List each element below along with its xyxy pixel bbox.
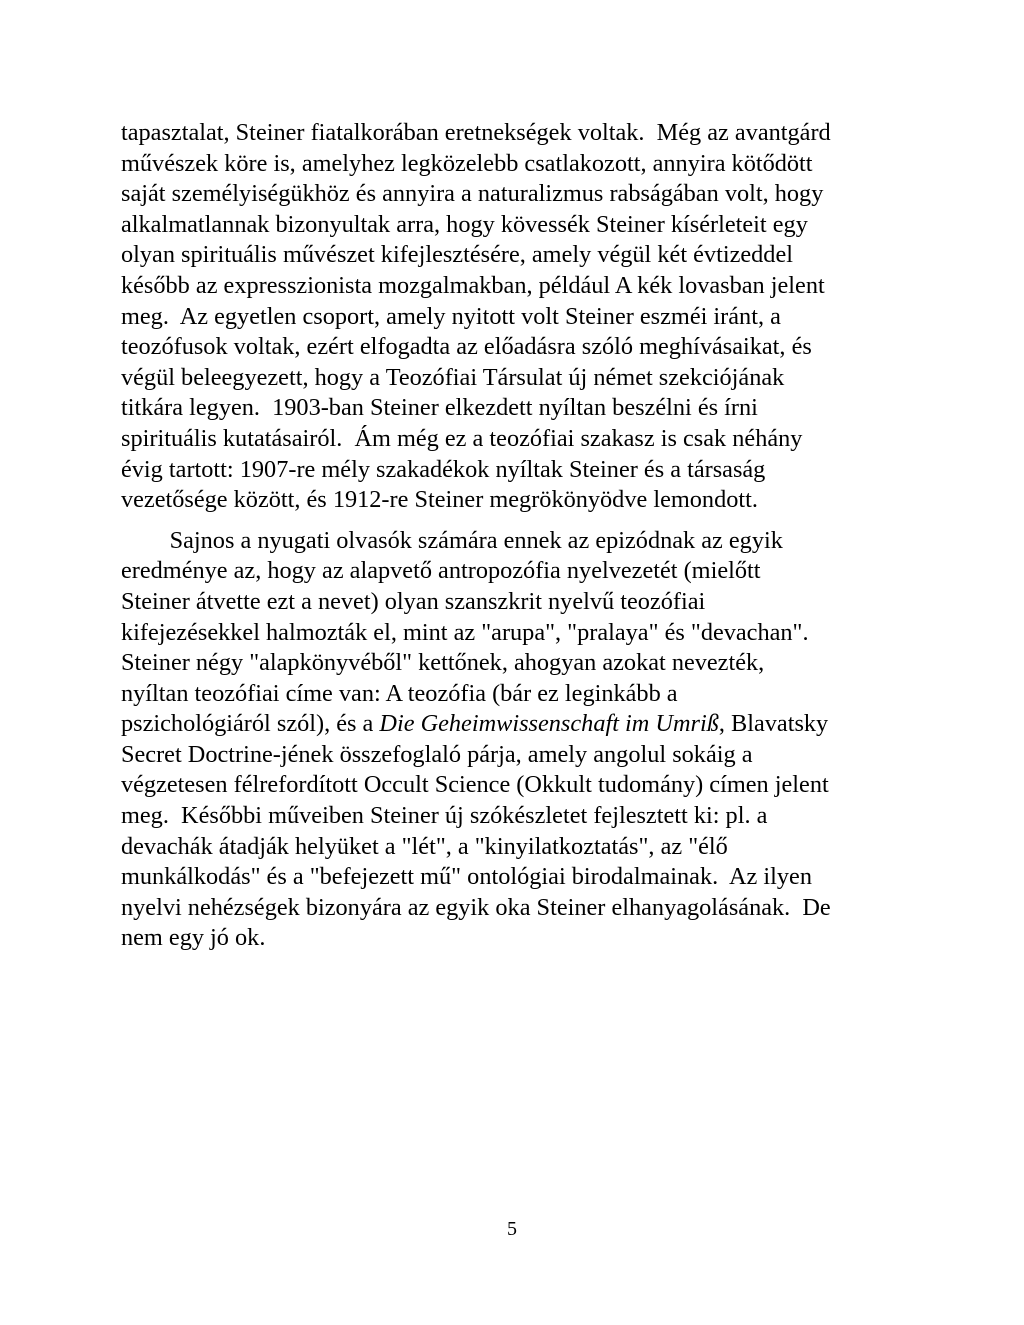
- body-text: [121, 118, 921, 954]
- text-line: devachák átadják helyüket a "lét", a "kinyilatkoztatás", az "élő: [121, 832, 728, 860]
- paragraph-1: [121, 118, 921, 516]
- paragraph-2: [121, 526, 921, 954]
- text-line: művészek köre is, amelyhez legközelebb csatlakozott, annyira kötődött: [121, 149, 813, 177]
- page-number: 5: [507, 1218, 517, 1240]
- text-line: munkálkodás" és a "befejezett mű" ontológiai birodalmainak. Az ilyen: [121, 863, 812, 891]
- text-line: Secret Doctrine-jének összefoglaló párja, amely angolul sokáig a: [121, 740, 753, 768]
- text-line: végzetesen félrefordított Occult Science (Okkult tudomány) címen jelent: [121, 771, 829, 799]
- text-line: tapasztalat, Steiner fiatalkorában eretnekségek voltak. Még az avantgárd: [121, 119, 831, 146]
- text-line: később az expresszionista mozgalmakban, például A kék lovasban jelent: [121, 271, 825, 299]
- text-line: nyelvi nehézségek bizonyára az egyik oka Steiner elhanyagolásának. De: [121, 893, 831, 921]
- text-line: spirituális kutatásairól. Ám még ez a teozófiai szakasz is csak néhány: [121, 424, 803, 452]
- text-line: eredménye az, hogy az alapvető antropozófia nyelvezetét (mielőtt: [121, 557, 761, 585]
- text-line: olyan spirituális művészet kifejlesztésére, amely végül két évtizeddel: [121, 241, 793, 269]
- text-line: vezetősége között, és 1912-re Steiner megrökönyödve lemondott.: [121, 486, 758, 514]
- text-line: Steiner átvette ezt a nevet) olyan szanszkrit nyelvű teozófiai: [121, 587, 706, 615]
- text-line-with-italic-title: [121, 709, 921, 740]
- text-line: nem egy jó ok.: [121, 924, 266, 952]
- text-segment: pszichológiáról szól), és a: [121, 710, 380, 738]
- text-line: meg. Az egyetlen csoport, amely nyitott volt Steiner eszméi iránt, a: [121, 302, 781, 330]
- text-line: alkalmatlannak bizonyultak arra, hogy kövessék Steiner kísérleteit egy: [121, 210, 808, 238]
- text-line: Sajnos a nyugati olvasók számára ennek az epizódnak az egyik: [121, 526, 783, 554]
- text-line: kifejezésekkel halmozták el, mint az "arupa", "pralaya" és "devachan".: [121, 618, 809, 646]
- italic-book-title: Die Geheimwissenschaft im Umriß: [379, 710, 719, 738]
- text-line: titkára legyen. 1903-ban Steiner elkezdett nyíltan beszélni és írni: [121, 394, 758, 422]
- text-line: teozófusok voltak, ezért elfogadta az előadásra szóló meghívásaikat, és: [121, 333, 812, 361]
- text-line: Steiner négy "alapkönyvéből" kettőnek, ahogyan azokat nevezték,: [121, 649, 765, 677]
- text-line: nyíltan teozófiai címe van: A teozófia (bár ez leginkább a: [121, 679, 678, 707]
- text-segment: , Blavatsky: [718, 710, 829, 738]
- text-line: évig tartott: 1907-re mély szakadékok nyíltak Steiner és a társaság: [121, 455, 766, 483]
- text-line: végül beleegyezett, hogy a Teozófiai Társulat új német szekciójának: [121, 363, 785, 391]
- paragraph-gap: [121, 516, 921, 526]
- text-line: saját személyiségükhöz és annyira a naturalizmus rabságában volt, hogy: [121, 180, 824, 208]
- text-line: meg. Későbbi műveiben Steiner új szókészletet fejlesztett ki: pl. a: [121, 802, 768, 830]
